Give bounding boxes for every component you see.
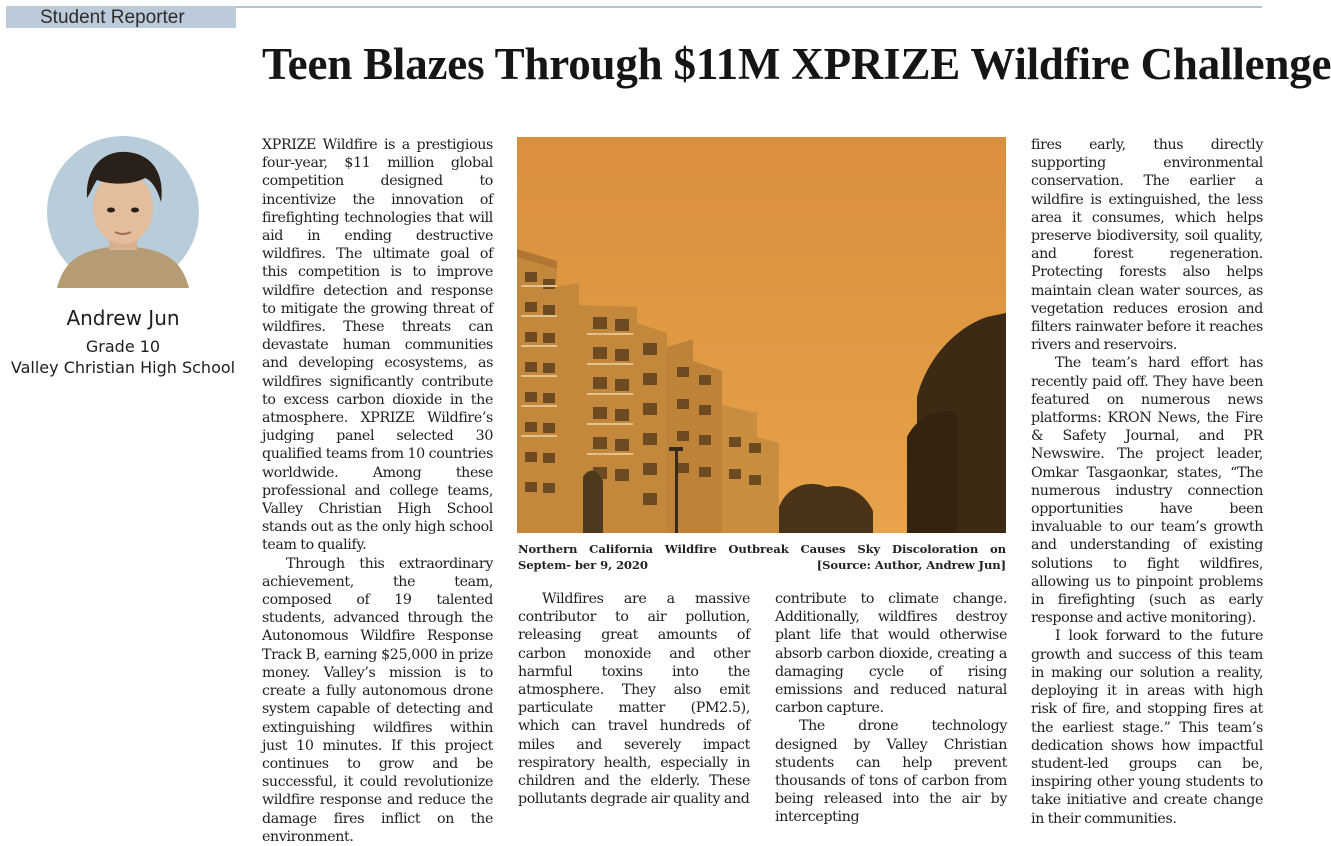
article-column-3	[775, 590, 1007, 827]
headline: Teen Blazes Through $11M XPRIZE Wildfire Challenge	[262, 39, 1331, 89]
section-label: Student Reporter	[40, 7, 185, 28]
caption-source: [Source: Author, Andrew Jun]	[816, 558, 1006, 572]
paragraph: The drone technology designed by Valley Christian students can help prevent thousands of tons of carbon from being released into the air by intercepting	[775, 718, 1007, 826]
author-grade: Grade 10	[85, 337, 161, 356]
article-column-4	[1031, 136, 1263, 828]
author-school: Valley Christian High School	[10, 358, 236, 377]
article-column-1	[262, 136, 493, 846]
article-column-2	[518, 590, 750, 808]
author-block	[0, 136, 246, 378]
wildfire-sky-photo	[517, 137, 1006, 533]
top-rule	[236, 6, 1262, 8]
paragraph: XPRIZE Wildfire is a prestigious four-year, $11 million global competition designed to incentivize the innovation of firefighting technologies that will aid in ending destructive wildfires. The ultimate goal of this competition is to improve wildfire detection and response to mitigate the growing threat of wildfires. These threats can devastate human communities and developing ecosystems, as wildfires significantly contribute to excess carbon dioxide in the atmosphere. XPRIZE Wildfire’s judging panel selected 30 qualified teams from 10 countries worldwide. Among these professional and college teams, Valley Christian High School stands out as the only high school team to qualify.	[262, 137, 493, 554]
paragraph: Wildfires are a massive contributor to air pollution, releasing great amounts of carbon monoxide and other harmful toxins into the atmosphere. They also emit particulate matter (PM2.5), which can travel hundreds of miles and severely impact respiratory health, especially in children and the elderly. These pollutants degrade air quality and	[518, 591, 750, 808]
paragraph: Through this extraordinary achievement, the team, composed of 19 talented students, advanced through the Autonomous Wildfire Response Track B, earning $25,000 in prize money. Valley’s mission is to create a fully autonomous drone system capable of detecting and extinguishing wildfires within just 10 minutes. If this project continues to grow and be successful, it could revolutionize wildfire response and reduce the damage fires inflict on the environment.	[262, 555, 493, 845]
paragraph: I look forward to the future growth and success of this team in making our solution a reality, deploying it in areas with high risk of fire, and stopping fires at the earliest stage.” This team’s dedication shows how impactful student-led groups can be, inspiring other young students to take initiative and create change in their communities.	[1031, 628, 1263, 827]
section-tab	[6, 6, 236, 28]
photo-caption	[518, 541, 1006, 573]
paragraph: The team’s hard effort has recently paid off. They have been featured on numerous news platforms: KRON News, the Fire & Safety Journal, and PR Newswire. The project leader, Omkar Tasgaonkar, states, “The numerous industry connection opportunities have been invaluable to our team’s growth and understanding of existing solutions to fight wildfires, allowing us to pinpoint problems in firefighting (such as early response and active monitoring).	[1031, 355, 1263, 627]
paragraph: fires early, thus directly supporting environmental conservation. The earlier a wildfire is extinguished, the less area it consumes, which helps preserve biodiversity, soil quality, and forest regeneration. Protecting forests also helps maintain clean water sources, as vegetation reduces erosion and filters rainwater before it reaches rivers and reservoirs.	[1031, 137, 1263, 354]
caption-text: Northern California Wildfire Outbreak Causes Sky Discoloration on Septem- ber 9, 2020	[518, 542, 1006, 572]
author-avatar	[47, 136, 199, 288]
paragraph: contribute to climate change. Additionally, wildfires destroy plant life that would otherwise absorb carbon dioxide, creating a damaging cycle of rising emissions and reduced natural carbon capture.	[775, 591, 1007, 717]
author-name: Andrew Jun	[66, 306, 180, 330]
